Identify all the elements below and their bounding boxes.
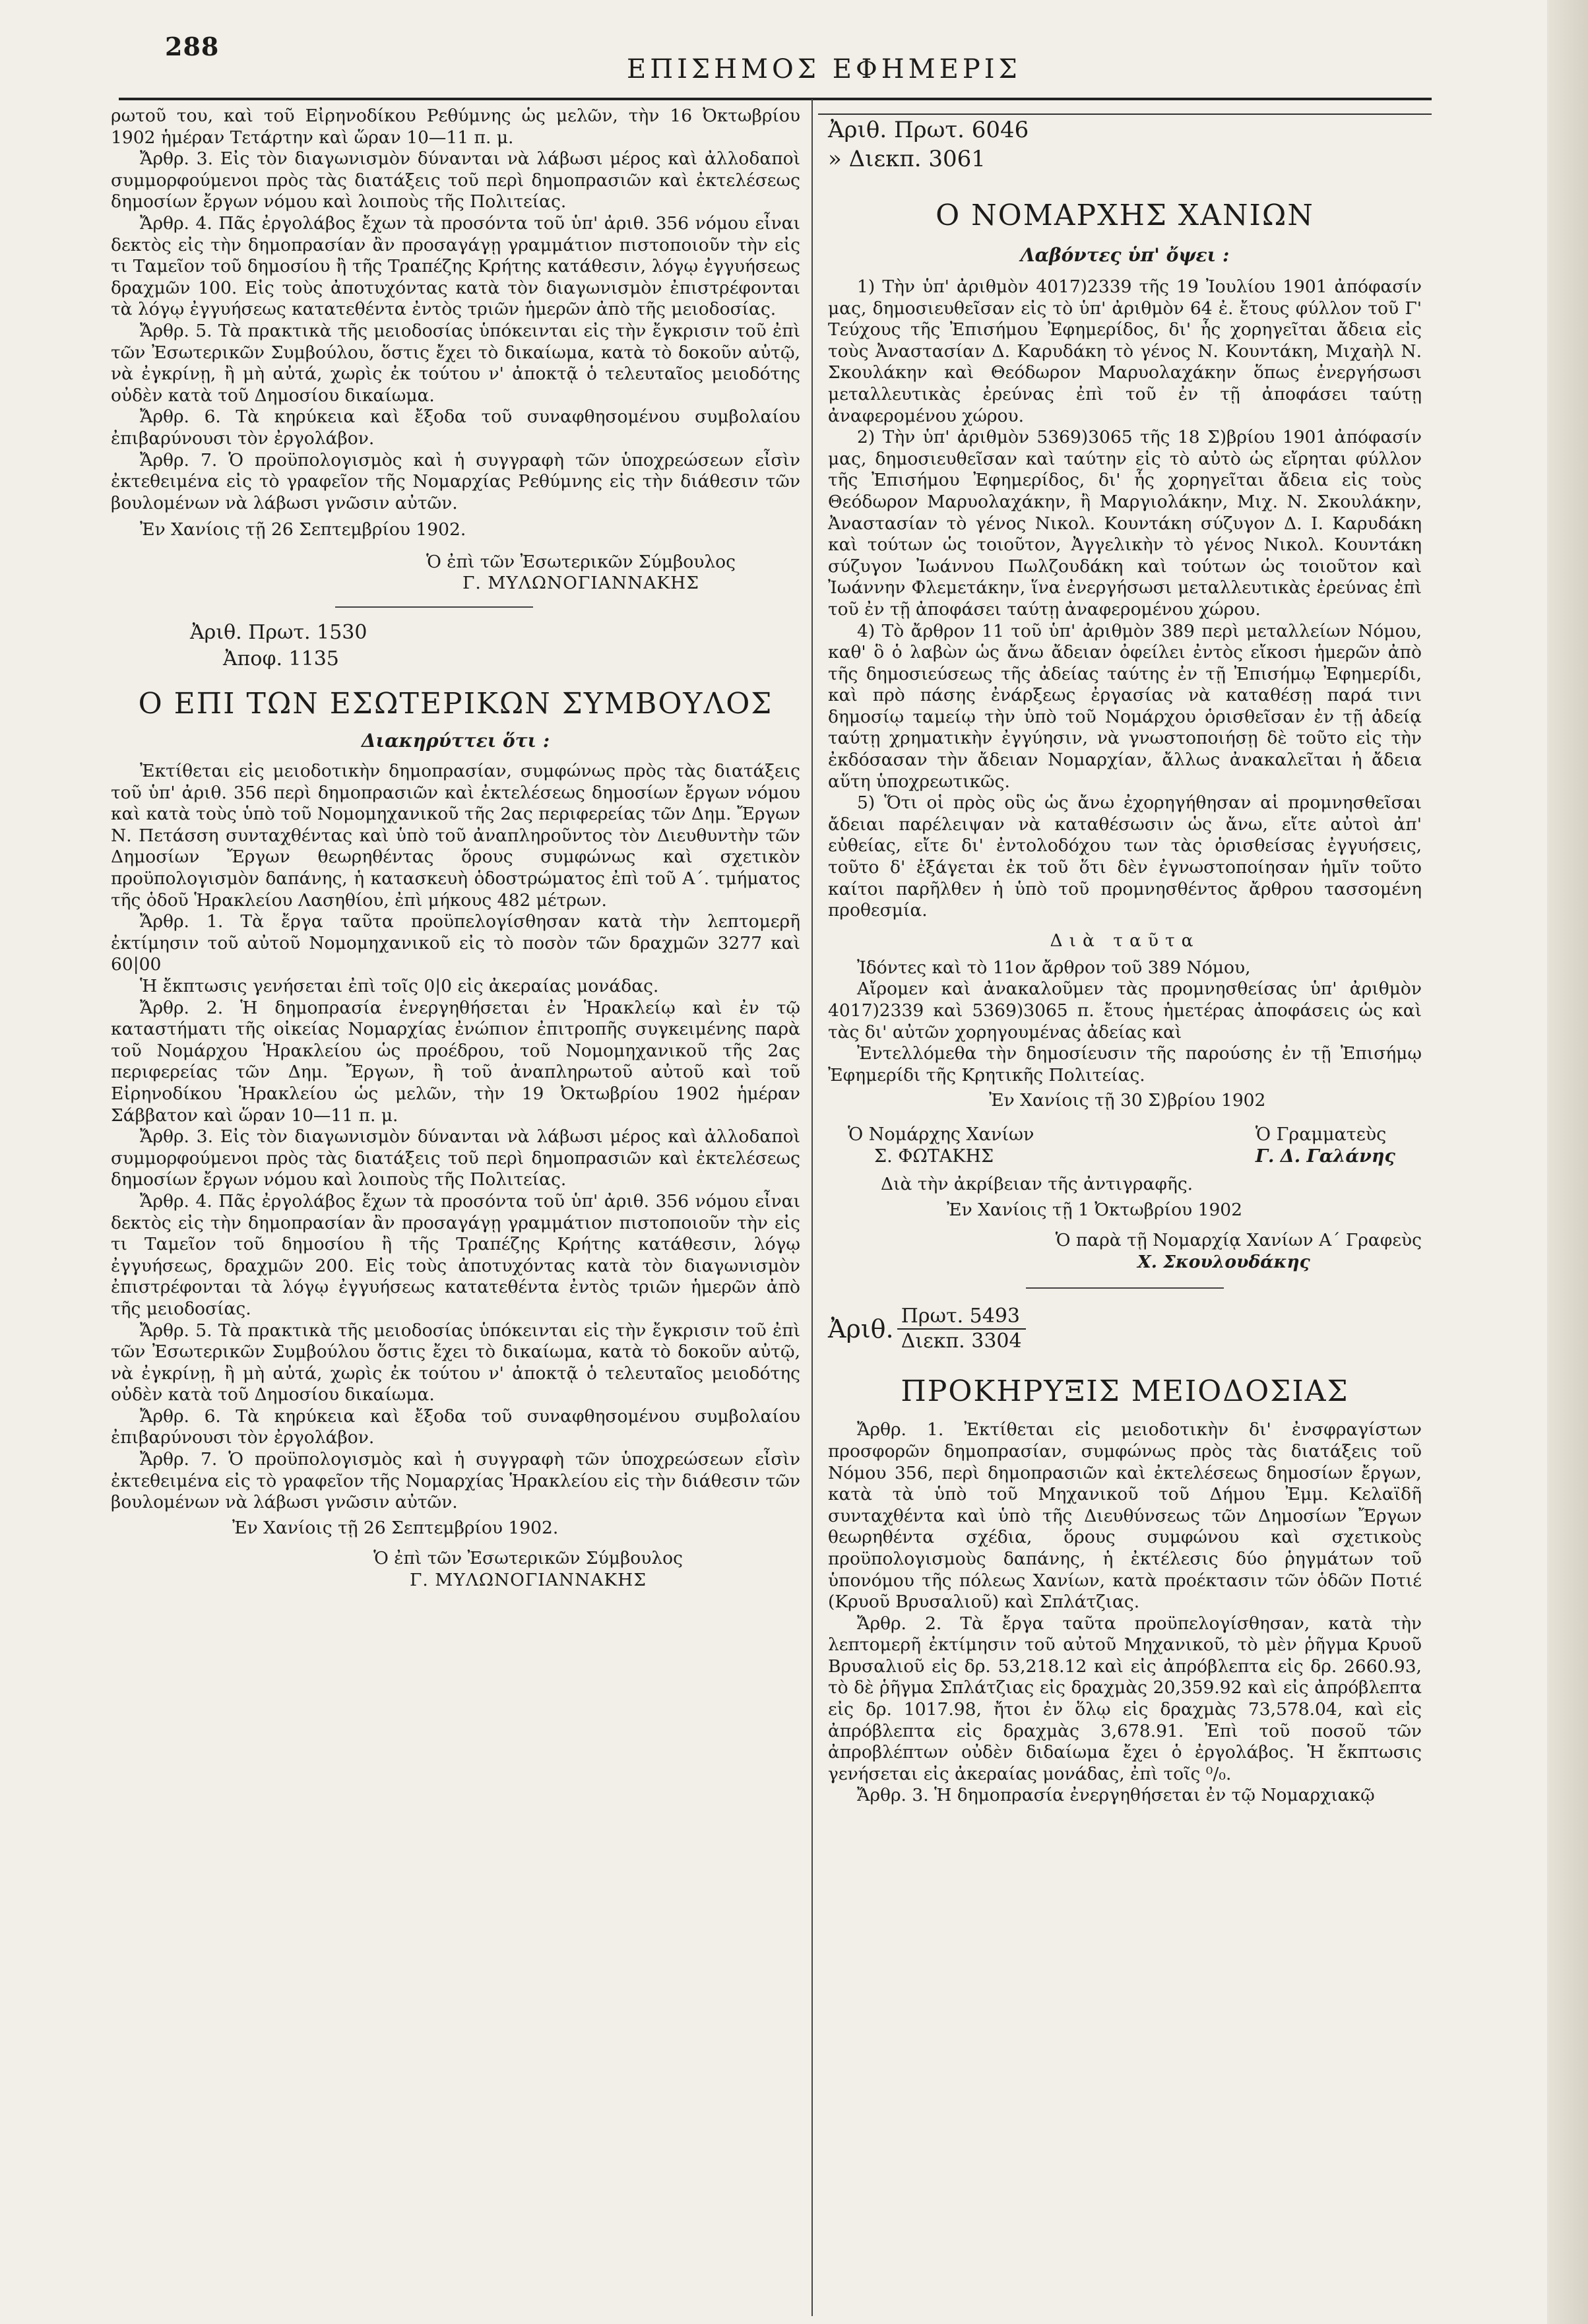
signatory-title: Ὁ ἐπὶ τῶν Ἐσωτερικῶν Σύμβουλος [373,1548,683,1569]
paragraph: 2) Τὴν ὑπ' ἀριθμὸν 5369)3065 τῆς 18 Σ)βρίου 1901 ἀπόφασίν μας, δημοσιευθεῖσαν καὶ ταύτην εἰς τὸ αὐτὸ ὡς εἴρηται φύλλον τῆς Ἐπισήμου Ἐφημερίδος, δι' ἧς χορηγεῖται ἄδεια εἰς τοὺς Θεόδωρον Μαρυολαχάκην, ἢ Μαργιολάκην, Μιχ. Ν. Σκουλάκην, Ἀναστασίαν τὸ γένος Νικολ. Κουντάκη σύζυγον Δ. Ι. Καρυδάκη καὶ τούτων ὡς τοιοῦτον, Ἀγγελικὴν τὸ γένος Νικολ. Κουντάκη σύζυγον Ἰωάννου Πωλζουδάκη καὶ τούτων ὡς τοιοῦτον καὶ Ἰωάννην Φλεμετάκην, ἵνα ἐνεργήσωσι μεταλλευτικὰς ἐρεύνας ἐπὶ τοῦ ἐν τῇ ἀποφάσει ταύτῃ ἀναφερομένου χώρου. [828,427,1422,620]
paragraph: 5) Ὅτι οἱ πρὸς οὓς ὡς ἄνω ἐχορηγήθησαν αἱ προμνησθεῖσαι ἄδειαι παρέλειψαν νὰ καταθέσωσιν ὡς ἄνω, εἴτε αὐτοὶ ἀπ' εὐθείας, εἴτε δι' ἐντολοδόχου των τὰς ὁρισθείσας ἐγγυήσεις, τοῦτο δ' ἐξάγεται ἐκ τοῦ ὅτι δὲν ἐγνωστοποίησαν ἡμῖν τοῦτο καίτοι παρῆλθεν ἡ ὑπὸ τοῦ προμνησθέντος ἄρθρου τασσομένη προθεσμία. [828,792,1422,921]
protocol-number: Ἀριθ. Πρωτ. 1530 [190,621,367,645]
paragraph: Ἄρθρ. 4. Πᾶς ἐργολάβος ἔχων τὰ προσόντα τοῦ ὑπ' ἀριθ. 356 νόμου εἶναι δεκτὸς εἰς τὴν δημοπρασίαν ἂν προσαγάγῃ γραμμάτιον πιστοποιοῦν τὴν εἰς τι Ταμεῖον τοῦ δημοσίου ἢ τῆς Τραπέζης Κρήτης κατάθεσιν, λόγῳ ἐγγυήσεως, δραχμῶν 200. Εἰς τοὺς ἀποτυχόντας κατὰ τὸν διαγωνισμὸν ἐπιστρέφονται τὰ λόγῳ ἐγγυήσεως κατατεθέντα ἐντὸς τριῶν ἡμερῶν ἀπὸ τῆς μειοδοσίας. [111,1190,800,1319]
section-heading: Ο ΝΟΜΑΡΧΗΣ ΧΑΝΙΩΝ [936,199,1314,232]
section-subheading: Διακηρύττει ὅτι : [361,730,550,752]
signatory-title: Ὁ Γραμματεὺς [1255,1124,1387,1145]
signatory-name: Γ. Δ. Γαλάνης [1255,1146,1395,1167]
reference-label: Ἀριθ. [828,1314,894,1344]
signatory-name: Γ. ΜΥΛΩΝΟΓΙΑΝΝΑΚΗΣ [409,1570,647,1591]
copy-note: Διὰ τὴν ἀκρίβειαν τῆς ἀντιγραφῆς. [881,1173,1193,1194]
office-title: Ὁ παρὰ τῇ Νομαρχίᾳ Χανίων Α΄ Γραφεὺς [1055,1230,1422,1251]
paragraph: Ἄρθρ. 1. Τὰ ἔργα ταῦτα προϋπελογίσθησαν κατὰ τὴν λεπτομερῆ ἐκτίμησιν τοῦ αὐτοῦ Νομομηχανικοῦ εἰς τὸ ποσὸν τῶν δραχμῶν 3277 καὶ 60|00 [111,911,800,975]
dispatch-number: Διεκπ. 3304 [901,1330,1022,1353]
paragraph: Αἴρομεν καὶ ἀνακαλοῦμεν τὰς προμνησθείσας ὑπ' ἀριθμὸν 4017)2339 καὶ 5369)3065 π. ἔτους ἡμετέρας ἀποφάσεις ὡς καὶ τὰς δι' αὐτῶν χορηγουμένας ἀδείας καὶ [828,979,1422,1043]
date-line: Ἐν Χανίοις τῇ 1 Ὀκτωβρίου 1902 [947,1199,1243,1220]
paragraph: Ἄρθρ. 7. Ὁ προϋπολογισμὸς καὶ ἡ συγγραφὴ τῶν ὑποχρεώσεων εἶσὶν ἐκτεθειμένα εἰς τὸ γραφεῖον τῆς Νομαρχίας Ρεθύμνης εἰς τὴν διάθεσιν τῶν βουλομένων νὰ λάβωσι γνῶσιν αὐτῶν. [111,449,800,513]
paragraph: Ἄρθρ. 1. Ἐκτίθεται εἰς μειοδοτικὴν δι' ἐνσφραγίστων προσφορῶν δημοπρασίαν, συμφώνως πρὸς τὰς διατάξεις τοῦ Νόμου 356, περὶ δημοπρασιῶν καὶ ἐκτελέσεως δημοσίων ἔργων, κατὰ τὰ ὑπὸ τοῦ Μηχανικοῦ τοῦ Δήμου Ἐμμ. Κελαϊδῆ συνταχθέντα καὶ ὑπὸ τῆς Διευθύνσεως τῶν Δημοσίων Ἔργων θεωρηθέντα σχέδια, ὅρους συμφώνου καὶ σχετικοὺς προϋπολογισμοὺς δαπάνης, ἡ ἐκτέλεσις δύο ῥηγμάτων τοῦ ὑπονόμου τῆς πόλεως Χανίων, κατὰ προέκτασιν τῶν ὁδῶν Ποτιέ (Κρυοῦ Βρυσαλιοῦ) καὶ Σπλάτζιας. [828,1419,1422,1613]
paragraph: Ἄρθρ. 6. Τὰ κηρύκεια καὶ ἔξοδα τοῦ συναφθησομένου συμβολαίου ἐπιβαρύνουσι τὸν ἐργολάβον. [111,1405,800,1448]
protocol-number: Ἀριθ. Πρωτ. 6046 [828,117,1029,143]
paragraph: Ἡ ἔκπτωσις γενήσεται ἐπὶ τοῖς 0|0 εἰς ἀκεραίας μονάδας. [140,976,659,996]
section-rule [1026,1287,1224,1289]
section-heading: Ο ΕΠΙ ΤΩΝ ΕΣΩΤΕΡΙΚΩΝ ΣΥΜΒΟΥΛΟΣ [138,687,773,721]
right-column [828,115,1422,1807]
date-line: Ἐν Χανίοις τῇ 26 Σεπτεμβρίου 1902. [232,1517,559,1538]
section-subheading: Λαβόντες ὑπ' ὄψει : [1020,244,1230,266]
paragraph: Ἄρθρ. 5. Τὰ πρακτικὰ τῆς μειοδοσίας ὑπόκεινται εἰς τὴν ἔγκρισιν τοῦ ἐπὶ τῶν Ἐσωτερικῶν Συμβούλου, ὅστις ἔχει τὸ δικαίωμα, κατὰ τὸ δοκοῦν αὐτῷ, νὰ ἐγκρίνῃ, ἢ μὴ αὐτά, χωρὶς ἐκ τούτου ν' ἀποκτᾷ ὁ τελευταῖος μειοδότης οὐδὲν κατὰ τοῦ Δημοσίου δικαίωμα. [111,320,800,406]
paragraph: Ἄρθρ. 5. Τὰ πρακτικὰ τῆς μειοδοσίας ὑπόκεινται εἰς τὴν ἔγκρισιν τοῦ ἐπὶ τῶν Ἐσωτερικῶν Συμβούλου ὅστις ἔχει τὸ δικαίωμα, κατὰ τὸ δοκοῦν αὐτῷ, νὰ ἐγκρίνῃ, ἢ μὴ αὐτά, χωρὶς ἐκ τούτου ν' ἀποκτᾷ ὁ τελευταῖος μειοδότης οὐδὲν κατὰ τοῦ Δημοσίου δικαίωμα. [111,1320,800,1405]
reference-block [828,1305,1422,1353]
page-number: 288 [165,32,220,61]
protocol-number: Πρωτ. 5493 [897,1305,1026,1330]
paragraph: Ἐντελλόμεθα τὴν δημοσίευσιν τῆς παρούσης ἐν τῇ Ἐπισήμῳ Ἐφημερίδι τῆς Κρητικῆς Πολιτείας. [828,1043,1422,1085]
page-edge-shadow [1547,0,1588,2324]
paragraph: Ἄρθρ. 4. Πᾶς ἐργολάβος ἔχων τὰ προσόντα τοῦ ὑπ' ἀριθ. 356 νόμου εἶναι δεκτὸς εἰς τὴν δημοπρασίαν ἂν προσαγάγῃ γραμμάτιον πιστοποιοῦν τὴν εἰς τι Ταμεῖον τοῦ δημοσίου ἢ τῆς Τραπέζης Κρήτης κατάθεσιν, λόγῳ ἐγγυήσεως δραχμῶν 100. Εἰς τοὺς ἀποτυχόντας κατὰ τὸν διαγωνισμὸν ἐπιστρέφονται τὰ λόγῳ ἐγγυήσεως κατατεθέντα ἐντὸς τριῶν ἡμερῶν ἀπὸ τῆς μειοδοσίας. [111,212,800,320]
gazette-title: ΕΠΙΣΗΜΟΣ ΕΦΗΜΕΡΙΣ [627,54,1021,84]
paragraph: 1) Τὴν ὑπ' ἀριθμὸν 4017)2339 τῆς 19 Ἰουλίου 1901 ἀπόφασίν μας, δημοσιευθεῖσαν εἰς τὸ ὑπ' ἀριθμὸν 64 ἐ. ἔτους φύλλον τοῦ Γ' Τεύχους τῆς Ἐπισήμου Ἐφημερίδος, δι' ἧς χορηγεῖται ἄδεια εἰς τοὺς Ἀναστασίαν Δ. Καρυδάκη τὸ γένος Ν. Κουντάκη, Μιχαὴλ Ν. Σκουλάκην καὶ Θεόδωρον Μαρυολαχάκην ὅπως ἐνεργήσωσι μεταλλευτικὰς ἐρεύνας ἐπὶ τοῦ ἐν τῇ ἀποφάσει ταύτῃ ἀναφερομένου χώρου. [828,276,1422,426]
date-line: Ἐν Χανίοις τῇ 30 Σ)βρίου 1902 [989,1090,1266,1111]
paragraph: ρωτοῦ του, καὶ τοῦ Εἰρηνοδίκου Ρεθύμνης ὡς μελῶν, τὴν 16 Ὀκτωβρίου 1902 ἡμέραν Τετάρτην καὶ ὥραν 10—11 π. μ. [111,106,800,148]
left-column [111,106,800,1592]
paragraph: Ἄρθρ. 3. Ἡ δημοπρασία ἐνεργηθήσεται ἐν τῷ Νομαρχιακῷ [857,1785,1375,1806]
signatory-title: Ὁ ἐπὶ τῶν Ἐσωτερικῶν Σύμβουλος [426,551,736,572]
paragraph: 4) Τὸ ἄρθρον 11 τοῦ ὑπ' ἀριθμὸν 389 περὶ μεταλλείων Νόμου, καθ' ὃ ὁ λαβὼν ὡς ἄνω ἄδειαν ὀφείλει ἐντὸς εἴκοσι ἡμερῶν ἀπὸ τῆς δημοσιεύσεως τῆς ἀδείας ταύτης ἐν τῇ Ἐπισήμῳ Ἐφημερίδι, καὶ πρὸ πάσης ἐνάρξεως ἐργασίας νὰ καταθέσῃ παρά τινι δημοσίῳ ταμείῳ τὴν ὑπὸ τοῦ Νομάρχου ὁρισθεῖσαν ἐν τῇ ἀδείᾳ ταύτῃ χρηματικὴν ἐγγύησιν, νὰ γνωστοποιήσῃ δὲ τοῦτο εἰς τὴν ἐκδόσασαν τὴν ἄδειαν Νομαρχίαν, ἄλλως ἀνακαλεῖται ἡ ἄδεια αὕτη ὑποχρεωτικῶς. [828,620,1422,792]
header-rule [119,98,1432,100]
section-rule [335,606,533,608]
paragraph: Ἄρθρ. 2. Ἡ δημοπρασία ἐνεργηθήσεται ἐν Ἡρακλείῳ καὶ ἐν τῷ καταστήματι τῆς οἰκείας Νομαρχίας ἐνώπιον ἐπιτροπῆς συγκειμένης παρὰ τοῦ Νομάρχου Ἡρακλείου ὡς προέδρου, τοῦ Νομομηχανικοῦ τῆς 2ας περιφερείας τῶν Δημ. Ἔργων, ἢ τοῦ ἀναπληρωτοῦ αὐτοῦ καὶ τοῦ Εἰρηνοδίκου Ἡρακλείου ὡς μελῶν, τὴν 19 Ὀκτωβρίου 1902 ἡμέραν Σάββατον καὶ ὥραν 10—11 π. μ. [111,997,800,1126]
column-divider [811,99,813,2316]
paragraph: Ἄρθρ. 6. Τὰ κηρύκεια καὶ ἔξοδα τοῦ συναφθησομένου συμβολαίου ἐπιβαρύνουσι τὸν ἐργολάβον. [111,406,800,449]
paragraph: Ἄρθρ. 2. Τὰ ἔργα ταῦτα προϋπελογίσθησαν, κατὰ τὴν λεπτομερῆ ἐκτίμησιν τοῦ αὐτοῦ Μηχανικοῦ, τὸ μὲν ῥῆγμα Κρυοῦ Βρυσαλιοῦ εἰς δρ. 53,218.12 καὶ εἰς ἀπρόβλεπτα εἰς δρ. 2660.93, τὸ δὲ ῥῆγμα Σπλάτζιας εἰς δραχμὰς 20,359.92 καὶ εἰς ἀπρόβλεπτα εἰς δρ. 1017.98, ἤτοι ἐν ὅλῳ εἰς δραχμὰς 73,578.04, καὶ εἰς ἀπρόβλεπτα εἰς δραχμὰς 3,678.91. Ἐπὶ τοῦ ποσοῦ τῶν ἀπροβλέπτων οὐδὲν διδαίωμα ἔχει ὁ ἐργολάβος. Ἡ ἔκπτωσις γενήσεται εἰς ἀκεραίας μονάδας, ἐπὶ τοῖς ⁰/₀. [828,1613,1422,1784]
reference-fraction [897,1305,1026,1353]
paragraph: Ἄρθρ. 3. Εἰς τὸν διαγωνισμὸν δύνανται νὰ λάβωσι μέρος καὶ ἀλλοδαποὶ συμμορφούμενοι πρὸς τὰς διατάξεις τοῦ περὶ δημοπρασιῶν καὶ ἐκτελέσεως δημοσίων ἔργων νόμου καὶ λοιποὺς τῆς Πολιτείας. [111,1126,800,1190]
signature-block [828,1124,1422,1167]
therefore-heading: Διὰ ταῦτα [1050,930,1200,951]
dispatch-number: » Διεκπ. 3061 [828,146,986,172]
decision-number: Ἀποφ. 1135 [223,647,339,671]
paragraph: Ἰδόντες καὶ τὸ 11ον ἄρθρον τοῦ 389 Νόμου, [857,957,1251,978]
paragraph: Ἄρθρ. 7. Ὁ προϋπολογισμὸς καὶ ἡ συγγραφὴ τῶν ὑποχρεώσεων εἶσὶν ἐκτεθειμένα εἰς τὸ γραφεῖον τῆς Νομαρχίας Ἡρακλείου εἰς τὴν διάθεσιν τῶν βουλομένων νὰ λάβωσι γνῶσιν αὐτῶν. [111,1449,800,1513]
header-rule-right [818,113,1432,115]
signatory-title: Ὁ Νομάρχης Χανίων [848,1124,1034,1145]
signatory-name: Γ. ΜΥΛΩΝΟΓΙΑΝΝΑΚΗΣ [462,573,700,594]
section-heading: ΠΡΟΚΗΡΥΞΙΣ ΜΕΙΟΔΟΣΙΑΣ [901,1374,1349,1409]
paragraph: Ἄρθρ. 3. Εἰς τὸν διαγωνισμὸν δύνανται νὰ λάβωσι μέρος καὶ ἀλλοδαποὶ συμμορφούμενοι πρὸς τὰς διατάξεις τοῦ περὶ δημοπρασιῶν καὶ ἐκτελέσεως δημοσίων ἔργων νόμου καὶ λοιποὺς τῆς Πολιτείας. [111,148,800,212]
paragraph: Ἐκτίθεται εἰς μειοδοτικὴν δημοπρασίαν, συμφώνως πρὸς τὰς διατάξεις τοῦ ὑπ' ἀριθ. 356 περὶ δημοπρασιῶν καὶ ἐκτελέσεως δημοσίων ἔργων νόμου καὶ κατὰ τοὺς ὑπὸ τοῦ Νομομηχανικοῦ τῆς 2ας περιφερείας τῶν Δημ. Ἔργων Ν. Πετάσση συνταχθέντας καὶ ὑπὸ τοῦ ἀναπληροῦντος τὸν Διευθυντὴν τῶν Δημοσίων Ἔργων θεωρηθέντας ὅρους συμφώνως καὶ σχετικὸν προϋπολογισμὸν δαπάνης, ἡ κατασκευὴ ὁδοστρώματος ἐπὶ τοῦ Α΄. τμήματος τῆς ὁδοῦ Ἡρακλείου Λασηθίου, ἐπὶ μήκους 482 μέτρων. [111,761,800,911]
signatory-name: Σ. ΦΩΤΑΚΗΣ [874,1146,994,1167]
office-name: Χ. Σκουλουδάκης [1137,1251,1310,1272]
date-line: Ἐν Χανίοις τῇ 26 Σεπτεμβρίου 1902. [140,519,466,540]
